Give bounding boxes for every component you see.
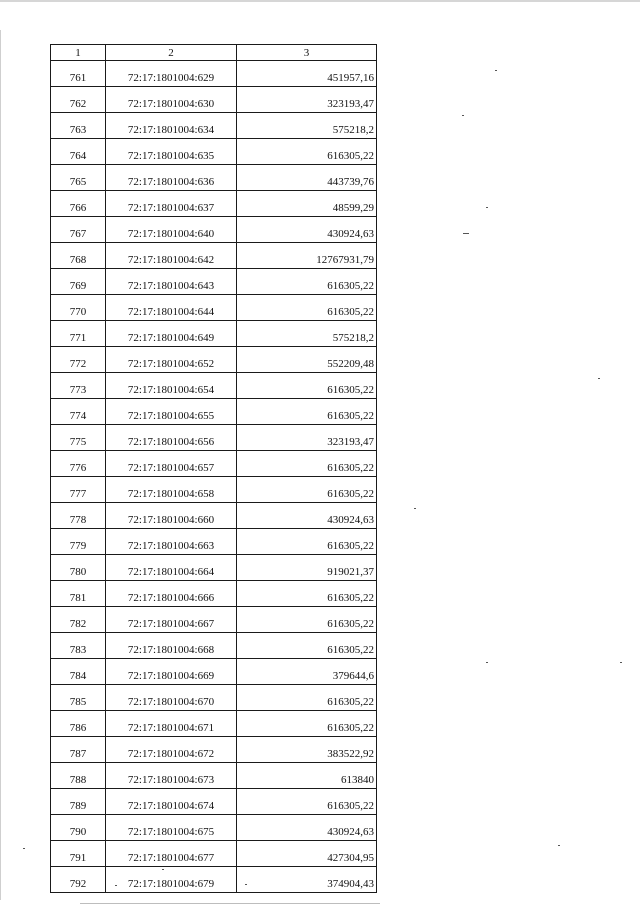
value-cell: 616305,22 [237,399,377,425]
value-cell: 575218,2 [237,321,377,347]
scan-edge-left [0,30,1,900]
value-cell: 616305,22 [237,685,377,711]
value-cell: 430924,63 [237,217,377,243]
scan-speck [486,662,488,663]
table-row [51,815,377,841]
value-cell: 427304,95 [237,841,377,867]
row-number-cell: 777 [51,477,106,503]
cadastral-number-cell: 72:17:1801004:657 [106,451,237,477]
row-number-cell: 787 [51,737,106,763]
cadastral-number-cell: 72:17:1801004:668 [106,633,237,659]
row-number-cell: 792 [51,867,106,893]
cadastral-number-cell: 72:17:1801004:672 [106,737,237,763]
row-number-cell: 762 [51,87,106,113]
scan-speck [162,869,164,870]
value-cell: 374904,43 [237,867,377,893]
value-cell: 616305,22 [237,529,377,555]
header-row [51,45,377,61]
table-row [51,867,377,893]
row-number-cell: 766 [51,191,106,217]
row-number-cell: 771 [51,321,106,347]
cadastral-value-table [50,44,377,893]
table-row [51,451,377,477]
row-number-cell: 784 [51,659,106,685]
value-cell: 383522,92 [237,737,377,763]
table-row [51,529,377,555]
value-cell: 552209,48 [237,347,377,373]
table-body [51,61,377,893]
row-number-cell: 780 [51,555,106,581]
cadastral-number-cell: 72:17:1801004:664 [106,555,237,581]
table-row [51,347,377,373]
row-number-cell: 767 [51,217,106,243]
column-header-1: 1 [51,45,106,61]
cadastral-number-cell: 72:17:1801004:635 [106,139,237,165]
scan-edge-top [0,0,640,2]
row-number-cell: 773 [51,373,106,399]
table-row [51,789,377,815]
value-cell: 616305,22 [237,789,377,815]
row-number-cell: 761 [51,61,106,87]
row-number-cell: 790 [51,815,106,841]
cadastral-number-cell: 72:17:1801004:655 [106,399,237,425]
value-cell: 616305,22 [237,477,377,503]
table-row [51,659,377,685]
value-cell: 616305,22 [237,139,377,165]
table-row [51,711,377,737]
table-row [51,113,377,139]
row-number-cell: 769 [51,269,106,295]
value-cell: 613840 [237,763,377,789]
table-row [51,841,377,867]
cadastral-number-cell: 72:17:1801004:656 [106,425,237,451]
table-row [51,243,377,269]
cadastral-number-cell: 72:17:1801004:674 [106,789,237,815]
row-number-cell: 774 [51,399,106,425]
row-number-cell: 785 [51,685,106,711]
cadastral-number-cell: 72:17:1801004:673 [106,763,237,789]
cadastral-number-cell: 72:17:1801004:654 [106,373,237,399]
row-number-cell: 764 [51,139,106,165]
cadastral-number-cell: 72:17:1801004:658 [106,477,237,503]
scan-speck [486,207,488,208]
table-row [51,737,377,763]
cadastral-number-cell: 72:17:1801004:679 [106,867,237,893]
cadastral-number-cell: 72:17:1801004:670 [106,685,237,711]
row-number-cell: 782 [51,607,106,633]
value-cell: 323193,47 [237,425,377,451]
page-bottom-rule [80,903,380,904]
table-row [51,373,377,399]
value-cell: 430924,63 [237,815,377,841]
table-row [51,191,377,217]
row-number-cell: 788 [51,763,106,789]
row-number-cell: 770 [51,295,106,321]
row-number-cell: 791 [51,841,106,867]
value-cell: 616305,22 [237,295,377,321]
table-row [51,581,377,607]
table-row [51,139,377,165]
cadastral-number-cell: 72:17:1801004:671 [106,711,237,737]
value-cell: 575218,2 [237,113,377,139]
value-cell: 616305,22 [237,373,377,399]
value-cell: 616305,22 [237,581,377,607]
cadastral-number-cell: 72:17:1801004:640 [106,217,237,243]
cadastral-number-cell: 72:17:1801004:667 [106,607,237,633]
table-row [51,685,377,711]
value-cell: 379644,6 [237,659,377,685]
column-header-3: 3 [237,45,377,61]
cadastral-number-cell: 72:17:1801004:649 [106,321,237,347]
value-cell: 919021,37 [237,555,377,581]
cadastral-number-cell: 72:17:1801004:675 [106,815,237,841]
table-row [51,607,377,633]
cadastral-number-cell: 72:17:1801004:630 [106,87,237,113]
scan-speck [23,848,25,849]
table-row [51,503,377,529]
row-number-cell: 789 [51,789,106,815]
table-row [51,87,377,113]
scan-speck [115,885,117,886]
value-cell: 323193,47 [237,87,377,113]
cadastral-number-cell: 72:17:1801004:666 [106,581,237,607]
scan-speck [558,845,560,846]
cadastral-number-cell: 72:17:1801004:677 [106,841,237,867]
table-row [51,399,377,425]
table-row [51,61,377,87]
value-cell: 616305,22 [237,711,377,737]
row-number-cell: 768 [51,243,106,269]
cadastral-number-cell: 72:17:1801004:643 [106,269,237,295]
cadastral-number-cell: 72:17:1801004:629 [106,61,237,87]
value-cell: 443739,76 [237,165,377,191]
table-row [51,425,377,451]
row-number-cell: 778 [51,503,106,529]
table-row [51,217,377,243]
cadastral-number-cell: 72:17:1801004:644 [106,295,237,321]
row-number-cell: 786 [51,711,106,737]
row-number-cell: 783 [51,633,106,659]
value-cell: 616305,22 [237,633,377,659]
scan-speck [463,233,469,234]
cadastral-number-cell: 72:17:1801004:642 [106,243,237,269]
value-cell: 12767931,79 [237,243,377,269]
row-number-cell: 765 [51,165,106,191]
cadastral-number-cell: 72:17:1801004:634 [106,113,237,139]
scan-speck [245,884,247,885]
value-cell: 451957,16 [237,61,377,87]
value-cell: 616305,22 [237,451,377,477]
scan-speck [598,378,600,379]
table-row [51,555,377,581]
table-header [51,45,377,61]
scan-speck [620,662,622,663]
column-header-2: 2 [106,45,237,61]
scan-speck [462,115,464,116]
row-number-cell: 763 [51,113,106,139]
row-number-cell: 781 [51,581,106,607]
cadastral-number-cell: 72:17:1801004:669 [106,659,237,685]
table-row [51,633,377,659]
cadastral-number-cell: 72:17:1801004:637 [106,191,237,217]
table-row [51,477,377,503]
value-cell: 616305,22 [237,607,377,633]
table-row [51,269,377,295]
row-number-cell: 772 [51,347,106,373]
row-number-cell: 779 [51,529,106,555]
row-number-cell: 775 [51,425,106,451]
cadastral-number-cell: 72:17:1801004:660 [106,503,237,529]
cadastral-number-cell: 72:17:1801004:636 [106,165,237,191]
table-row [51,321,377,347]
table-row [51,763,377,789]
value-cell: 616305,22 [237,269,377,295]
cadastral-number-cell: 72:17:1801004:652 [106,347,237,373]
scan-speck [414,508,416,509]
scan-speck [495,70,497,71]
table-row [51,295,377,321]
cadastral-number-cell: 72:17:1801004:663 [106,529,237,555]
table-row [51,165,377,191]
row-number-cell: 776 [51,451,106,477]
value-cell: 48599,29 [237,191,377,217]
value-cell: 430924,63 [237,503,377,529]
